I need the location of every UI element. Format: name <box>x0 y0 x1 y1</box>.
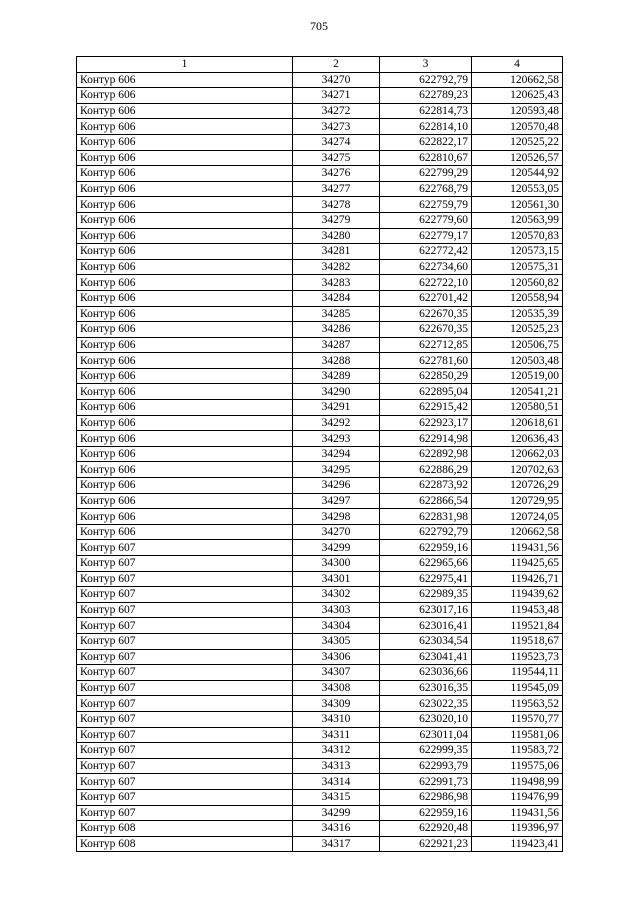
point-number-cell: 34275 <box>293 150 380 166</box>
contour-name-cell: Контур 606 <box>77 150 293 166</box>
y-coordinate-cell: 120563,99 <box>472 212 563 228</box>
contour-name-cell: Контур 606 <box>77 415 293 431</box>
y-coordinate-cell: 120729,95 <box>472 493 563 509</box>
y-coordinate-cell: 119518,67 <box>472 633 563 649</box>
contour-name-cell: Контур 606 <box>77 509 293 525</box>
table-row <box>77 462 563 478</box>
x-coordinate-cell: 622986,98 <box>380 789 472 805</box>
x-coordinate-cell: 622920,48 <box>380 821 472 837</box>
point-number-cell: 34311 <box>293 727 380 743</box>
table-row <box>77 72 563 88</box>
x-coordinate-cell: 622701,42 <box>380 290 472 306</box>
y-coordinate-cell: 119476,99 <box>472 789 563 805</box>
y-coordinate-cell: 120561,30 <box>472 197 563 213</box>
table-row <box>77 509 563 525</box>
x-coordinate-cell: 622975,41 <box>380 571 472 587</box>
table-row <box>77 150 563 166</box>
contour-name-cell: Контур 607 <box>77 649 293 665</box>
table-row <box>77 88 563 104</box>
point-number-cell: 34286 <box>293 322 380 338</box>
point-number-cell: 34313 <box>293 758 380 774</box>
y-coordinate-cell: 120573,15 <box>472 244 563 260</box>
contour-name-cell: Контур 606 <box>77 478 293 494</box>
contour-name-cell: Контур 607 <box>77 556 293 572</box>
y-coordinate-cell: 119498,99 <box>472 774 563 790</box>
x-coordinate-cell: 622779,17 <box>380 228 472 244</box>
x-coordinate-cell: 623017,16 <box>380 602 472 618</box>
x-coordinate-cell: 622895,04 <box>380 384 472 400</box>
contour-name-cell: Контур 607 <box>77 696 293 712</box>
point-number-cell: 34291 <box>293 400 380 416</box>
y-coordinate-cell: 119431,56 <box>472 805 563 821</box>
x-coordinate-cell: 622914,98 <box>380 431 472 447</box>
table-row <box>77 789 563 805</box>
point-number-cell: 34303 <box>293 602 380 618</box>
table-row <box>77 571 563 587</box>
x-coordinate-cell: 622781,60 <box>380 353 472 369</box>
contour-name-cell: Контур 607 <box>77 727 293 743</box>
y-coordinate-cell: 119563,52 <box>472 696 563 712</box>
contour-name-cell: Контур 606 <box>77 462 293 478</box>
x-coordinate-cell: 623016,35 <box>380 680 472 696</box>
point-number-cell: 34305 <box>293 633 380 649</box>
contour-name-cell: Контур 607 <box>77 680 293 696</box>
contour-name-cell: Контур 606 <box>77 493 293 509</box>
table-row <box>77 103 563 119</box>
table-row <box>77 493 563 509</box>
point-number-cell: 34284 <box>293 290 380 306</box>
column-header-2: 2 <box>293 57 380 73</box>
contour-name-cell: Контур 607 <box>77 633 293 649</box>
point-number-cell: 34312 <box>293 743 380 759</box>
contour-name-cell: Контур 607 <box>77 618 293 634</box>
table-row <box>77 727 563 743</box>
x-coordinate-cell: 622873,92 <box>380 478 472 494</box>
table-row <box>77 758 563 774</box>
contour-name-cell: Контур 606 <box>77 353 293 369</box>
table-row <box>77 322 563 338</box>
table-row <box>77 415 563 431</box>
table-row <box>77 587 563 603</box>
table-row <box>77 384 563 400</box>
point-number-cell: 34298 <box>293 509 380 525</box>
point-number-cell: 34270 <box>293 72 380 88</box>
point-number-cell: 34302 <box>293 587 380 603</box>
point-number-cell: 34315 <box>293 789 380 805</box>
column-header-4: 4 <box>472 57 563 73</box>
x-coordinate-cell: 622850,29 <box>380 368 472 384</box>
y-coordinate-cell: 120570,48 <box>472 119 563 135</box>
point-number-cell: 34283 <box>293 275 380 291</box>
table-row <box>77 743 563 759</box>
point-number-cell: 34292 <box>293 415 380 431</box>
contour-name-cell: Контур 607 <box>77 540 293 556</box>
y-coordinate-cell: 119581,06 <box>472 727 563 743</box>
point-number-cell: 34279 <box>293 212 380 228</box>
point-number-cell: 34299 <box>293 805 380 821</box>
point-number-cell: 34314 <box>293 774 380 790</box>
point-number-cell: 34299 <box>293 540 380 556</box>
contour-name-cell: Контур 607 <box>77 805 293 821</box>
point-number-cell: 34306 <box>293 649 380 665</box>
y-coordinate-cell: 119396,97 <box>472 821 563 837</box>
table-row <box>77 166 563 182</box>
y-coordinate-cell: 120636,43 <box>472 431 563 447</box>
y-coordinate-cell: 120544,92 <box>472 166 563 182</box>
x-coordinate-cell: 622670,35 <box>380 322 472 338</box>
contour-name-cell: Контур 608 <box>77 821 293 837</box>
y-coordinate-cell: 119570,77 <box>472 711 563 727</box>
table-row <box>77 649 563 665</box>
point-number-cell: 34290 <box>293 384 380 400</box>
contour-name-cell: Контур 606 <box>77 228 293 244</box>
point-number-cell: 34281 <box>293 244 380 260</box>
x-coordinate-cell: 623022,35 <box>380 696 472 712</box>
contour-name-cell: Контур 608 <box>77 836 293 852</box>
table-row <box>77 524 563 540</box>
y-coordinate-cell: 119575,06 <box>472 758 563 774</box>
x-coordinate-cell: 623020,10 <box>380 711 472 727</box>
table-row <box>77 353 563 369</box>
coordinates-table <box>76 56 563 852</box>
x-coordinate-cell: 622923,17 <box>380 415 472 431</box>
y-coordinate-cell: 120580,51 <box>472 400 563 416</box>
point-number-cell: 34296 <box>293 478 380 494</box>
table-row <box>77 836 563 852</box>
y-coordinate-cell: 119545,09 <box>472 680 563 696</box>
y-coordinate-cell: 120702,63 <box>472 462 563 478</box>
table-row <box>77 556 563 572</box>
point-number-cell: 34316 <box>293 821 380 837</box>
contour-name-cell: Контур 606 <box>77 103 293 119</box>
table-row <box>77 633 563 649</box>
point-number-cell: 34309 <box>293 696 380 712</box>
x-coordinate-cell: 622792,79 <box>380 524 472 540</box>
x-coordinate-cell: 622814,73 <box>380 103 472 119</box>
x-coordinate-cell: 622959,16 <box>380 540 472 556</box>
contour-name-cell: Контур 607 <box>77 587 293 603</box>
x-coordinate-cell: 623041,41 <box>380 649 472 665</box>
y-coordinate-cell: 120662,03 <box>472 446 563 462</box>
point-number-cell: 34271 <box>293 88 380 104</box>
x-coordinate-cell: 622959,16 <box>380 805 472 821</box>
x-coordinate-cell: 622722,10 <box>380 275 472 291</box>
contour-name-cell: Контур 606 <box>77 275 293 291</box>
x-coordinate-cell: 622779,60 <box>380 212 472 228</box>
y-coordinate-cell: 120558,94 <box>472 290 563 306</box>
point-number-cell: 34282 <box>293 259 380 275</box>
x-coordinate-cell: 622965,66 <box>380 556 472 572</box>
x-coordinate-cell: 623011,04 <box>380 727 472 743</box>
table-row <box>77 805 563 821</box>
contour-name-cell: Контур 607 <box>77 743 293 759</box>
point-number-cell: 34307 <box>293 665 380 681</box>
table-row <box>77 290 563 306</box>
y-coordinate-cell: 120506,75 <box>472 337 563 353</box>
table-body <box>77 72 563 852</box>
x-coordinate-cell: 622892,98 <box>380 446 472 462</box>
point-number-cell: 34310 <box>293 711 380 727</box>
point-number-cell: 34280 <box>293 228 380 244</box>
y-coordinate-cell: 119544,11 <box>472 665 563 681</box>
contour-name-cell: Контур 606 <box>77 197 293 213</box>
x-coordinate-cell: 622810,67 <box>380 150 472 166</box>
table-row <box>77 711 563 727</box>
table-row <box>77 228 563 244</box>
contour-name-cell: Контур 606 <box>77 72 293 88</box>
contour-name-cell: Контур 607 <box>77 711 293 727</box>
table-row <box>77 696 563 712</box>
point-number-cell: 34300 <box>293 556 380 572</box>
y-coordinate-cell: 120726,29 <box>472 478 563 494</box>
contour-name-cell: Контур 606 <box>77 431 293 447</box>
point-number-cell: 34274 <box>293 134 380 150</box>
y-coordinate-cell: 119521,84 <box>472 618 563 634</box>
contour-name-cell: Контур 607 <box>77 789 293 805</box>
contour-name-cell: Контур 606 <box>77 524 293 540</box>
x-coordinate-cell: 623034,54 <box>380 633 472 649</box>
point-number-cell: 34293 <box>293 431 380 447</box>
y-coordinate-cell: 119439,62 <box>472 587 563 603</box>
table-row <box>77 446 563 462</box>
x-coordinate-cell: 622712,85 <box>380 337 472 353</box>
contour-name-cell: Контур 606 <box>77 384 293 400</box>
table-row <box>77 665 563 681</box>
contour-name-cell: Контур 607 <box>77 774 293 790</box>
y-coordinate-cell: 120560,82 <box>472 275 563 291</box>
table-row <box>77 259 563 275</box>
x-coordinate-cell: 622991,73 <box>380 774 472 790</box>
point-number-cell: 34276 <box>293 166 380 182</box>
contour-name-cell: Контур 606 <box>77 368 293 384</box>
point-number-cell: 34289 <box>293 368 380 384</box>
x-coordinate-cell: 622670,35 <box>380 306 472 322</box>
x-coordinate-cell: 623036,66 <box>380 665 472 681</box>
y-coordinate-cell: 120575,31 <box>472 259 563 275</box>
y-coordinate-cell: 120525,23 <box>472 322 563 338</box>
point-number-cell: 34270 <box>293 524 380 540</box>
table-row <box>77 821 563 837</box>
x-coordinate-cell: 622993,79 <box>380 758 472 774</box>
point-number-cell: 34301 <box>293 571 380 587</box>
table-row <box>77 478 563 494</box>
y-coordinate-cell: 120662,58 <box>472 72 563 88</box>
x-coordinate-cell: 623016,41 <box>380 618 472 634</box>
y-coordinate-cell: 119453,48 <box>472 602 563 618</box>
table-row <box>77 244 563 260</box>
point-number-cell: 34273 <box>293 119 380 135</box>
contour-name-cell: Контур 607 <box>77 571 293 587</box>
contour-name-cell: Контур 606 <box>77 88 293 104</box>
table-row <box>77 540 563 556</box>
table-row <box>77 602 563 618</box>
point-number-cell: 34285 <box>293 306 380 322</box>
y-coordinate-cell: 120662,58 <box>472 524 563 540</box>
contour-name-cell: Контур 606 <box>77 119 293 135</box>
x-coordinate-cell: 622734,60 <box>380 259 472 275</box>
table-row <box>77 431 563 447</box>
y-coordinate-cell: 120525,22 <box>472 134 563 150</box>
point-number-cell: 34277 <box>293 181 380 197</box>
table-row <box>77 368 563 384</box>
x-coordinate-cell: 622799,29 <box>380 166 472 182</box>
point-number-cell: 34317 <box>293 836 380 852</box>
point-number-cell: 34272 <box>293 103 380 119</box>
contour-name-cell: Контур 606 <box>77 134 293 150</box>
contour-name-cell: Контур 606 <box>77 306 293 322</box>
contour-name-cell: Контур 606 <box>77 181 293 197</box>
x-coordinate-cell: 622814,10 <box>380 119 472 135</box>
contour-name-cell: Контур 606 <box>77 244 293 260</box>
y-coordinate-cell: 119426,71 <box>472 571 563 587</box>
x-coordinate-cell: 622789,23 <box>380 88 472 104</box>
y-coordinate-cell: 120593,48 <box>472 103 563 119</box>
table-row <box>77 212 563 228</box>
y-coordinate-cell: 120535,39 <box>472 306 563 322</box>
contour-name-cell: Контур 607 <box>77 758 293 774</box>
x-coordinate-cell: 622921,23 <box>380 836 472 852</box>
point-number-cell: 34295 <box>293 462 380 478</box>
table-row <box>77 119 563 135</box>
x-coordinate-cell: 622989,35 <box>380 587 472 603</box>
y-coordinate-cell: 120570,83 <box>472 228 563 244</box>
y-coordinate-cell: 120553,05 <box>472 181 563 197</box>
contour-name-cell: Контур 606 <box>77 337 293 353</box>
x-coordinate-cell: 622768,79 <box>380 181 472 197</box>
y-coordinate-cell: 119583,72 <box>472 743 563 759</box>
table-row <box>77 275 563 291</box>
contour-name-cell: Контур 606 <box>77 446 293 462</box>
table-row <box>77 337 563 353</box>
y-coordinate-cell: 120526,57 <box>472 150 563 166</box>
y-coordinate-cell: 119431,56 <box>472 540 563 556</box>
contour-name-cell: Контур 606 <box>77 322 293 338</box>
y-coordinate-cell: 120625,43 <box>472 88 563 104</box>
table-row <box>77 400 563 416</box>
contour-name-cell: Контур 607 <box>77 665 293 681</box>
point-number-cell: 34287 <box>293 337 380 353</box>
y-coordinate-cell: 119523,73 <box>472 649 563 665</box>
x-coordinate-cell: 622772,42 <box>380 244 472 260</box>
point-number-cell: 34304 <box>293 618 380 634</box>
x-coordinate-cell: 622915,42 <box>380 400 472 416</box>
x-coordinate-cell: 622866,54 <box>380 493 472 509</box>
x-coordinate-cell: 622822,17 <box>380 134 472 150</box>
table-row <box>77 197 563 213</box>
contour-name-cell: Контур 606 <box>77 290 293 306</box>
contour-name-cell: Контур 606 <box>77 212 293 228</box>
point-number-cell: 34288 <box>293 353 380 369</box>
column-header-3: 3 <box>380 57 472 73</box>
column-header-1: 1 <box>77 57 293 73</box>
point-number-cell: 34278 <box>293 197 380 213</box>
y-coordinate-cell: 120519,00 <box>472 368 563 384</box>
point-number-cell: 34294 <box>293 446 380 462</box>
y-coordinate-cell: 120618,61 <box>472 415 563 431</box>
contour-name-cell: Контур 606 <box>77 259 293 275</box>
table-row <box>77 618 563 634</box>
contour-name-cell: Контур 607 <box>77 602 293 618</box>
y-coordinate-cell: 119423,41 <box>472 836 563 852</box>
x-coordinate-cell: 622792,79 <box>380 72 472 88</box>
y-coordinate-cell: 120541,21 <box>472 384 563 400</box>
table-row <box>77 680 563 696</box>
y-coordinate-cell: 120724,05 <box>472 509 563 525</box>
table-row <box>77 181 563 197</box>
table-header-row <box>77 57 563 73</box>
x-coordinate-cell: 622886,29 <box>380 462 472 478</box>
page-number: 705 <box>310 19 328 33</box>
point-number-cell: 34308 <box>293 680 380 696</box>
y-coordinate-cell: 120503,48 <box>472 353 563 369</box>
y-coordinate-cell: 119425,65 <box>472 556 563 572</box>
x-coordinate-cell: 622999,35 <box>380 743 472 759</box>
x-coordinate-cell: 622831,98 <box>380 509 472 525</box>
point-number-cell: 34297 <box>293 493 380 509</box>
table-row <box>77 134 563 150</box>
contour-name-cell: Контур 606 <box>77 400 293 416</box>
table-row <box>77 774 563 790</box>
x-coordinate-cell: 622759,79 <box>380 197 472 213</box>
table-row <box>77 306 563 322</box>
contour-name-cell: Контур 606 <box>77 166 293 182</box>
